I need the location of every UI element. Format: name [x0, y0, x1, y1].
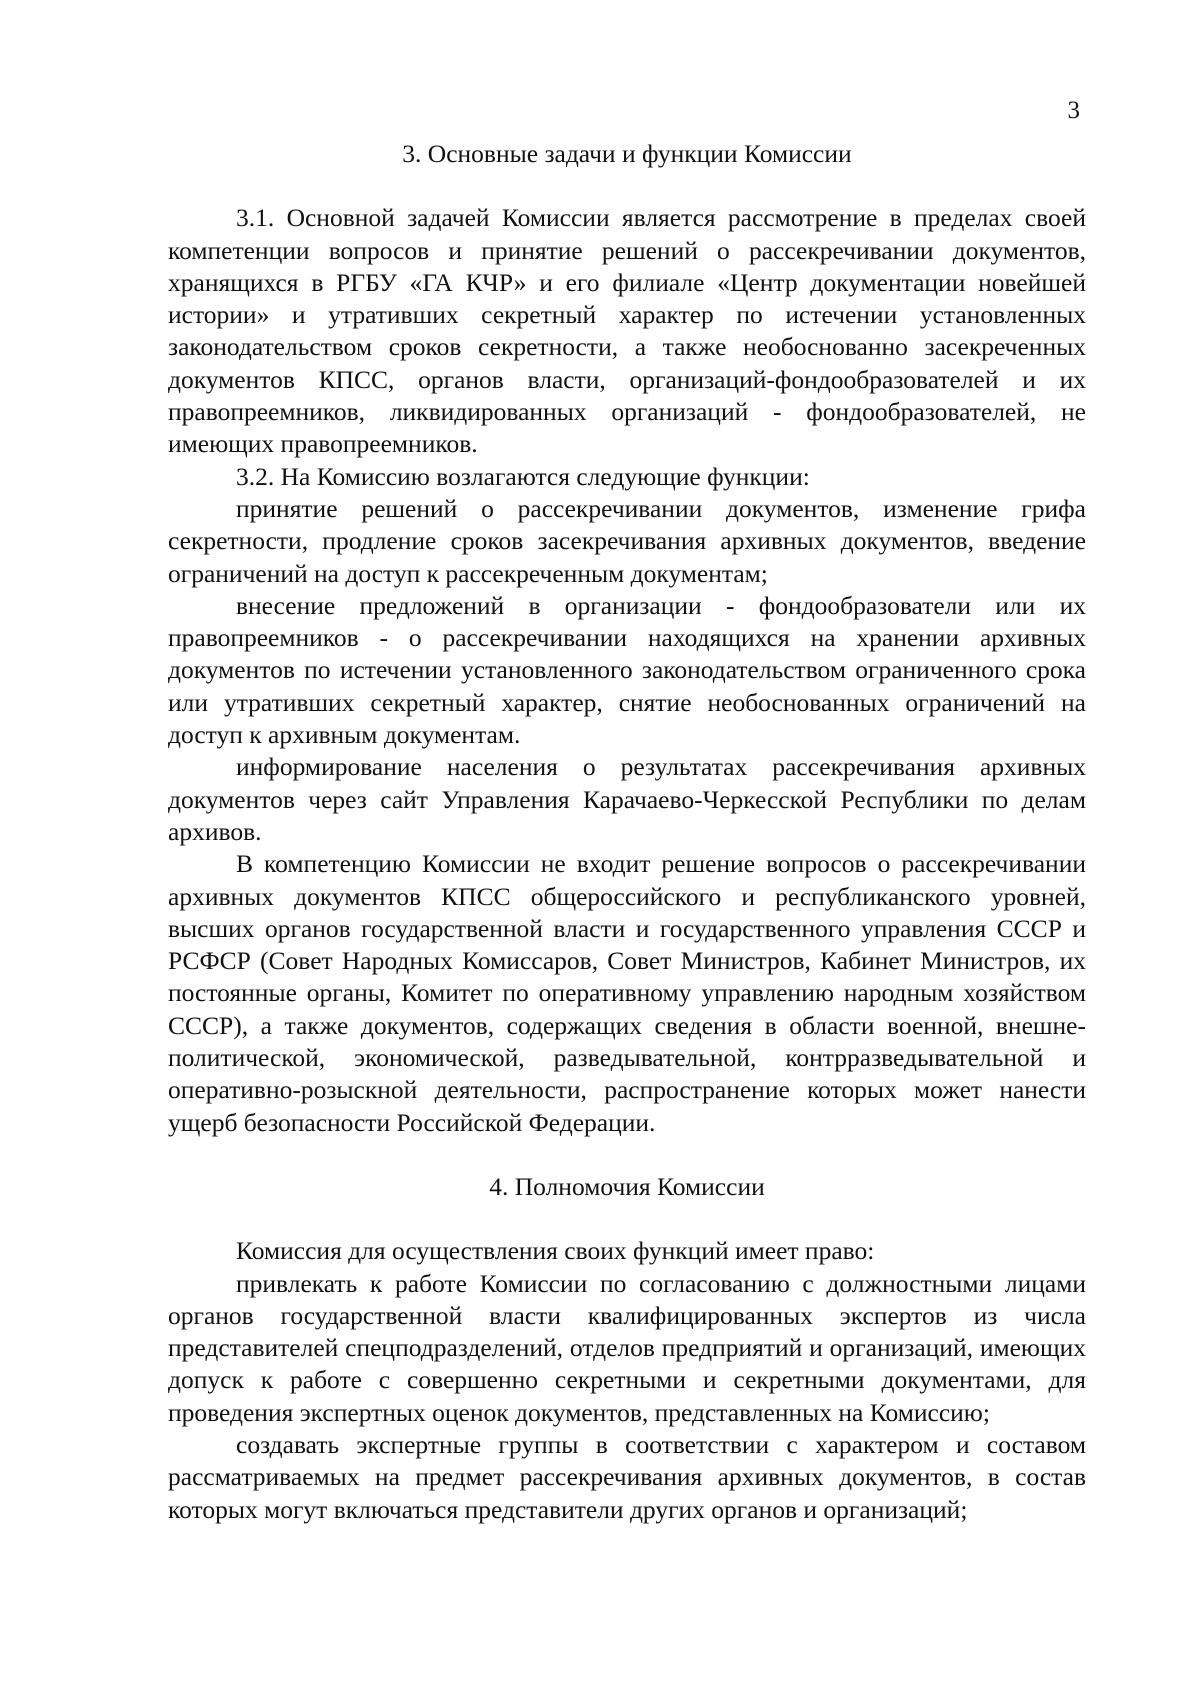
- paragraph-4-intro: Комиссия для осуществления своих функций имеет право:: [236, 1236, 875, 1266]
- paragraph-4-right-1: привлекать к работе Комиссии по согласованию с должностными лицами органов государственной власти квалифицированных экспертов из числа представителей спецподразделений, отделов предприятий и организаций, имеющих допуск к работе с совершенно секретными и секретными документами, для проведения экспертных оценок документов, представленных на Комиссию;: [168, 1268, 1086, 1427]
- paragraph-function-3: информирование населения о результатах рассекречивания архивных документов через сайт Управления Карачаево-Черкесской Республики по делам архивов.: [168, 752, 1086, 846]
- paragraph-4-right-2: создавать экспертные группы в соответствии с характером и составом рассматриваемых на предмет рассекречивания архивных документов, в состав которых могут включаться представители других органов и организаций;: [168, 1429, 1086, 1524]
- paragraph-function-2: внесение предложений в организации - фондообразователи или их правопреемников - о рассекречивании находящихся на хранении архивных документов по истечении установленного законодательством ограниченного срока или утративших секретный характер, снятие необоснованных ограничений на доступ к архивным документам.: [168, 590, 1086, 750]
- paragraph-competence: В компетенцию Комиссии не входит решение вопросов о рассекречивании архивных документов КПСС общероссийского и республиканского уровней, высших органов государственной власти и государственного управления СССР и РСФСР (Совет Народных Комиссаров, Совет Министров, Кабинет Министров, их постоянные органы, Комитет по оперативному управлению народным хозяйством СССР), а также документов, содержащих сведения в области военной, внешне-политической, экономической, разведывательной, контрразведывательной и оперативно-розыскной деятельности, распространение которых может нанести ущерб безопасности Российской Федерации.: [168, 849, 1086, 1137]
- paragraph-3-2: 3.2. На Комиссию возлагаются следующие функции:: [236, 461, 810, 491]
- document-body: [168, 138, 1086, 1526]
- page-number: 3: [1067, 97, 1080, 124]
- paragraph-3-1: 3.1. Основной задачей Комиссии является рассмотрение в пределах своей компетенции вопросов и принятие решений о рассекречивании документов, хранящихся в РГБУ «ГА КЧР» и его филиале «Центр документации новейшей истории» и утративших секретный характер по истечении установленных законодательством сроков секретности, а также необоснованно засекреченных документов КПСС, органов власти, организаций-фондообразователей и их правопреемников, ликвидированных организаций - фондообразователей, не имеющих правопреемников.: [168, 203, 1086, 459]
- section-3-title: 3. Основные задачи и функции Комиссии: [402, 139, 852, 168]
- section-4-title: 4. Полномочия Комиссии: [489, 1171, 765, 1201]
- paragraph-function-1: принятие решений о рассекречивании документов, изменение грифа секретности, продление сроков засекречивания архивных документов, введение ограничений на доступ к рассекреченным документам;: [168, 493, 1086, 588]
